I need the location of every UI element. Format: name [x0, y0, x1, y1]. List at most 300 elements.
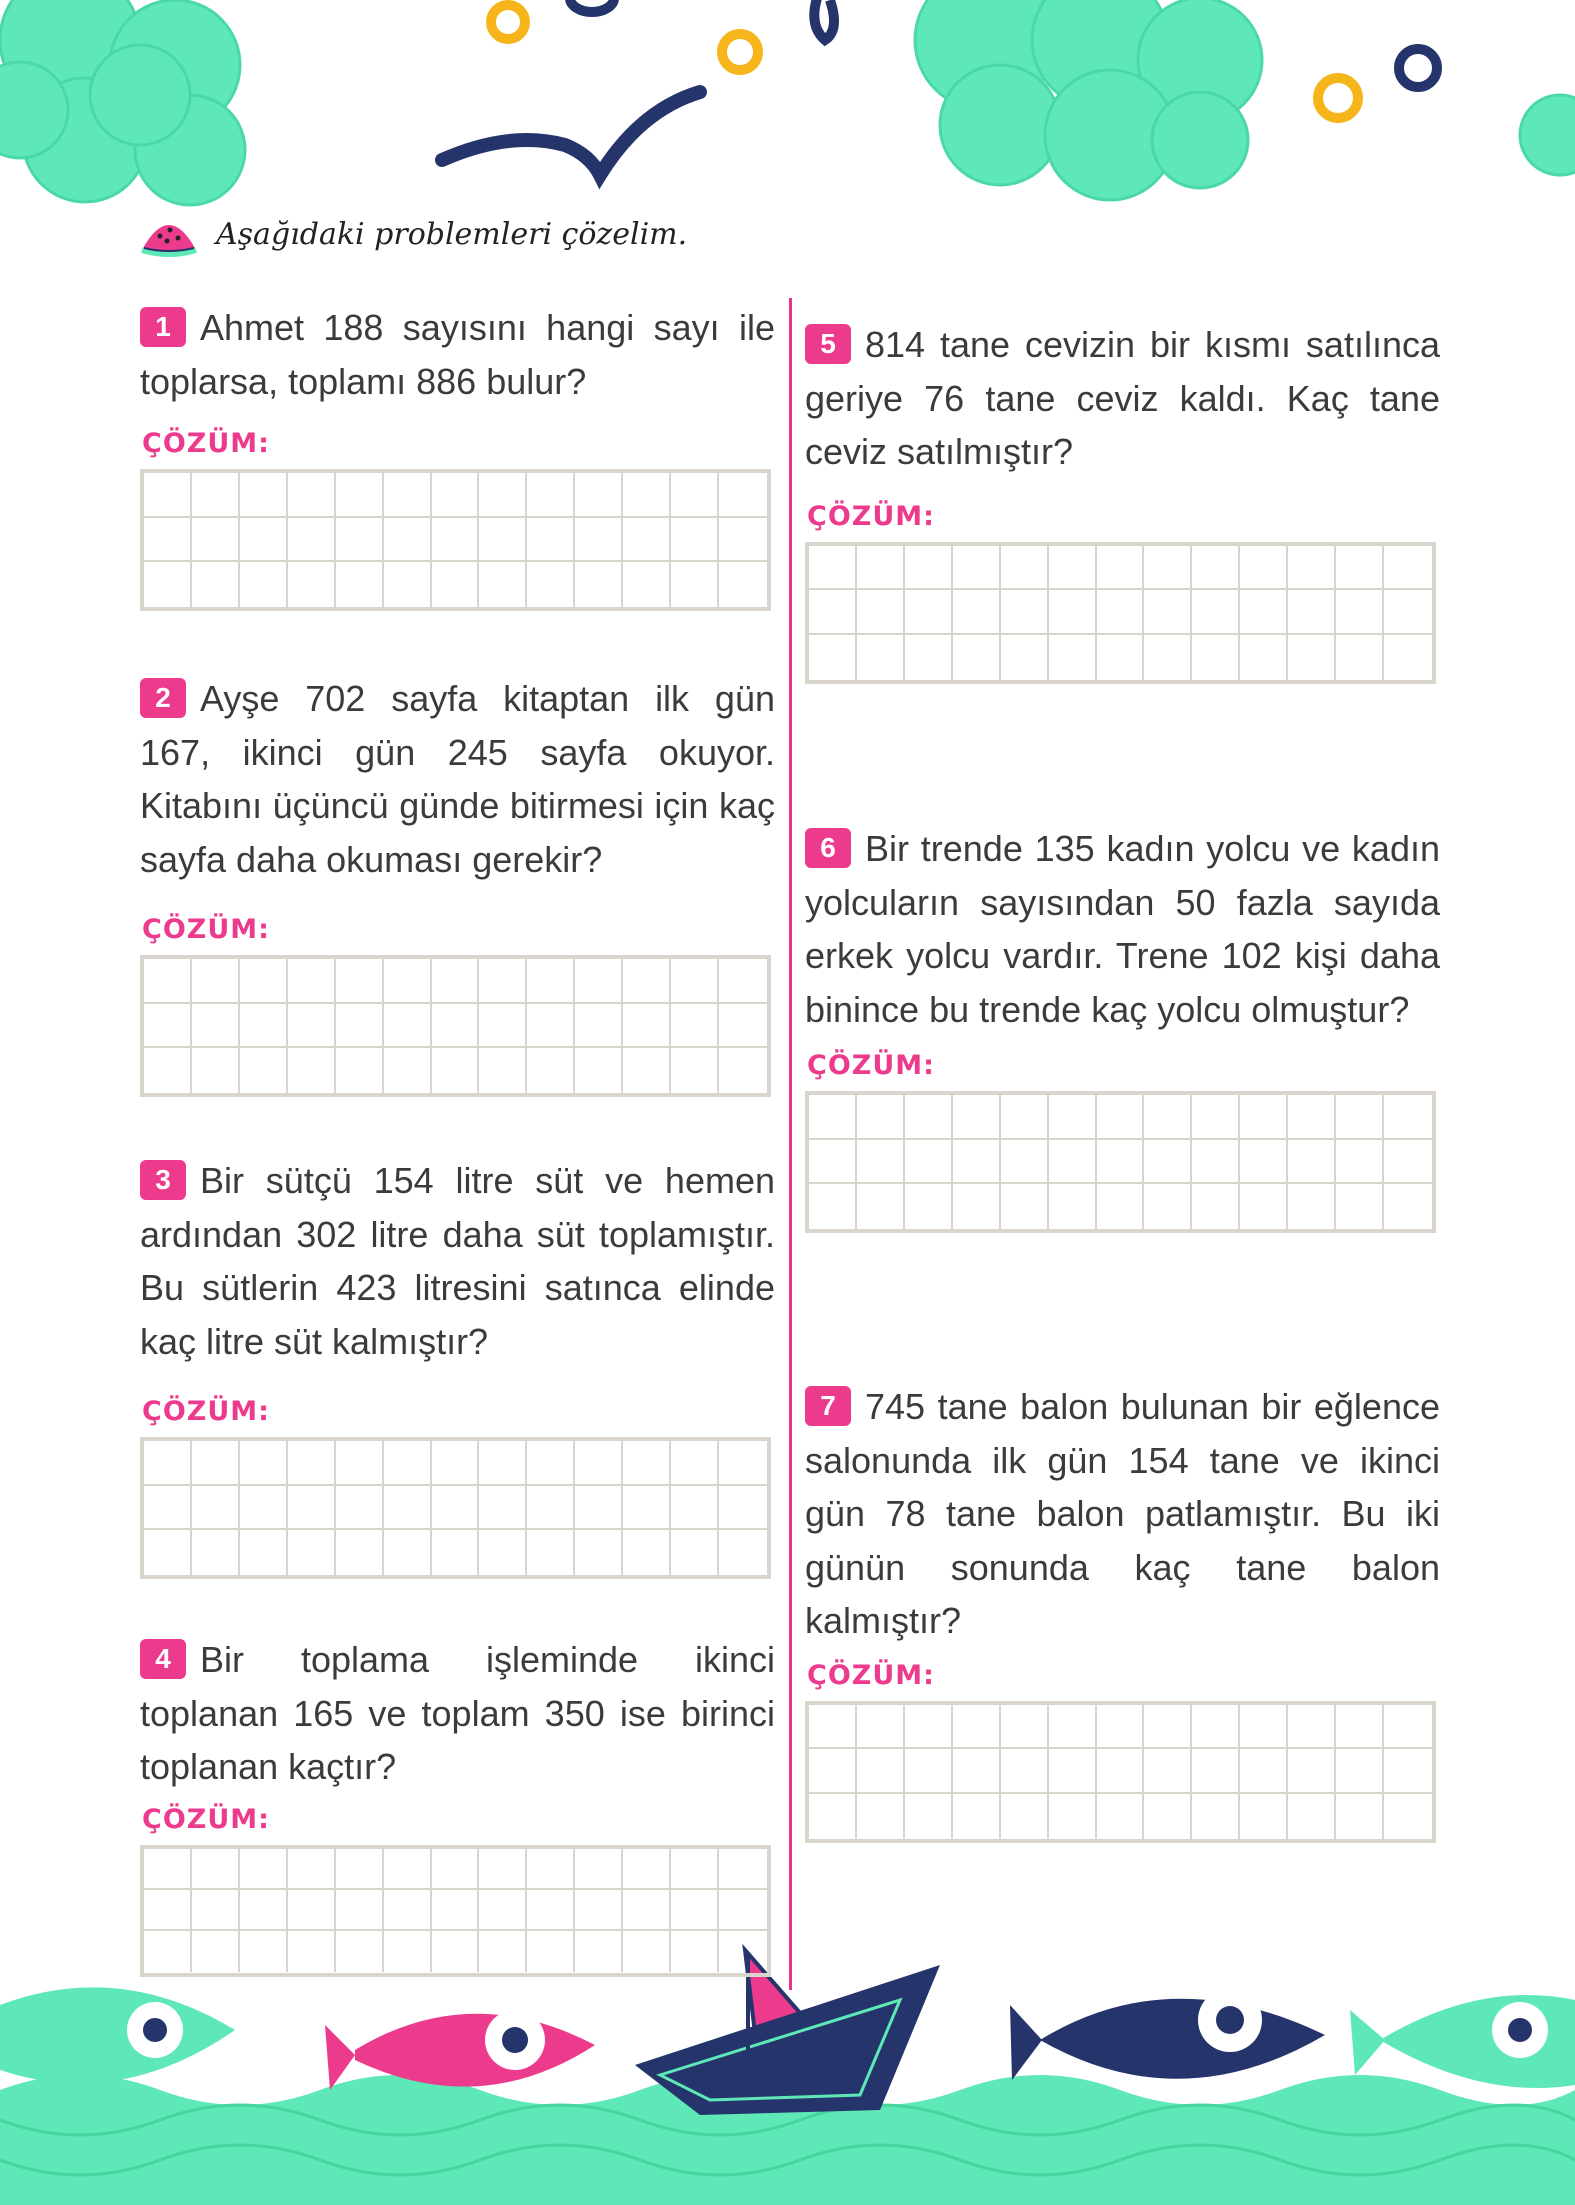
grid-cell[interactable] [905, 1749, 953, 1794]
grid-cell[interactable] [1097, 635, 1145, 680]
grid-cell[interactable] [1097, 1184, 1145, 1229]
grid-cell[interactable] [479, 1530, 527, 1575]
grid-cell[interactable] [144, 1048, 192, 1093]
problem-text [805, 318, 1440, 479]
grid-cell[interactable] [527, 518, 575, 563]
grid-cell[interactable] [1049, 635, 1097, 680]
grid-cell[interactable] [240, 1441, 288, 1486]
problem-number-badge: 6 [805, 828, 851, 868]
grid-cell[interactable] [144, 1486, 192, 1531]
grid-cell[interactable] [432, 1486, 480, 1531]
grid-cell[interactable] [384, 1048, 432, 1093]
grid-cell[interactable] [240, 473, 288, 518]
grid-cell[interactable] [671, 1890, 719, 1931]
grid-cell[interactable] [240, 1486, 288, 1531]
grid-cell[interactable] [1144, 546, 1192, 591]
grid-cell[interactable] [192, 1931, 240, 1972]
grid-cell[interactable] [1097, 590, 1145, 635]
grid-cell[interactable] [1144, 590, 1192, 635]
grid-cell[interactable] [809, 1140, 857, 1185]
problem-statement: Bir sütçü 154 litre süt ve hemen ardından 302 litre daha süt toplamıştır. Bu sütlerin 423 litresini satınca elinde kaç litre süt kalmıştır? [140, 1160, 775, 1362]
grid-cell[interactable] [671, 473, 719, 518]
grid-cell[interactable] [671, 1530, 719, 1575]
grid-cell[interactable] [384, 473, 432, 518]
grid-cell[interactable] [1144, 1794, 1192, 1839]
grid-cell[interactable] [527, 1441, 575, 1486]
problem-statement: 814 tane cevizin bir kısmı satılınca geriye 76 tane ceviz kaldı. Kaç tane ceviz satılmıştır? [805, 324, 1440, 472]
grid-cell[interactable] [144, 562, 192, 607]
grid-cell[interactable] [671, 1441, 719, 1486]
grid-cell[interactable] [671, 1931, 719, 1972]
grid-cell[interactable] [719, 1048, 767, 1093]
grid-cell[interactable] [719, 1931, 767, 1972]
grid-cell[interactable] [905, 546, 953, 591]
grid-cell[interactable] [144, 1890, 192, 1931]
grid-cell[interactable] [1192, 1184, 1240, 1229]
grid-cell[interactable] [192, 473, 240, 518]
grid-cell[interactable] [288, 518, 336, 563]
grid-cell[interactable] [384, 518, 432, 563]
problem-text [140, 1154, 775, 1368]
grid-cell[interactable] [144, 1530, 192, 1575]
grid-cell[interactable] [1001, 590, 1049, 635]
grid-cell[interactable] [719, 518, 767, 563]
grid-cell[interactable] [1336, 1794, 1384, 1839]
grid-cell[interactable] [575, 1048, 623, 1093]
grid-cell[interactable] [144, 959, 192, 1004]
problem-1 [140, 301, 775, 611]
grid-cell[interactable] [432, 1849, 480, 1890]
grid-cell[interactable] [1240, 1705, 1288, 1750]
grid-cell[interactable] [905, 1794, 953, 1839]
grid-cell[interactable] [809, 1184, 857, 1229]
grid-cell[interactable] [336, 562, 384, 607]
grid-cell[interactable] [432, 473, 480, 518]
grid-cell[interactable] [384, 1441, 432, 1486]
grid-cell[interactable] [1288, 1184, 1336, 1229]
grid-cell[interactable] [1240, 1095, 1288, 1140]
grid-cell[interactable] [953, 1705, 1001, 1750]
grid-cell[interactable] [905, 590, 953, 635]
grid-cell[interactable] [719, 562, 767, 607]
solution-grid[interactable] [140, 1437, 771, 1579]
grid-cell[interactable] [575, 473, 623, 518]
grid-cell[interactable] [1001, 1705, 1049, 1750]
grid-cell[interactable] [192, 1486, 240, 1531]
grid-cell[interactable] [336, 518, 384, 563]
grid-cell[interactable] [1288, 1140, 1336, 1185]
grid-cell[interactable] [671, 1849, 719, 1890]
grid-cell[interactable] [623, 1931, 671, 1972]
grid-cell[interactable] [479, 562, 527, 607]
grid-cell[interactable] [527, 1048, 575, 1093]
grid-cell[interactable] [144, 1931, 192, 1972]
grid-cell[interactable] [905, 1184, 953, 1229]
grid-cell[interactable] [1288, 546, 1336, 591]
grid-cell[interactable] [671, 1004, 719, 1049]
grid-cell[interactable] [623, 959, 671, 1004]
grid-cell[interactable] [1192, 635, 1240, 680]
problem-number-badge: 5 [805, 324, 851, 364]
grid-cell[interactable] [1144, 1749, 1192, 1794]
grid-cell[interactable] [384, 1849, 432, 1890]
ring-doodles [491, 0, 1437, 118]
grid-cell[interactable] [479, 1849, 527, 1890]
grid-cell[interactable] [1097, 546, 1145, 591]
grid-cell[interactable] [575, 959, 623, 1004]
grid-cell[interactable] [719, 1849, 767, 1890]
grid-cell[interactable] [953, 1140, 1001, 1185]
grid-cell[interactable] [953, 1095, 1001, 1140]
grid-cell[interactable] [1336, 1140, 1384, 1185]
grid-cell[interactable] [719, 473, 767, 518]
grid-cell[interactable] [719, 1486, 767, 1531]
grid-cell[interactable] [1049, 1794, 1097, 1839]
grid-cell[interactable] [1049, 590, 1097, 635]
grid-cell[interactable] [1384, 635, 1432, 680]
grid-cell[interactable] [1336, 1095, 1384, 1140]
grid-cell[interactable] [575, 562, 623, 607]
grid-cell[interactable] [527, 1486, 575, 1531]
grid-cell[interactable] [953, 1749, 1001, 1794]
grid-cell[interactable] [336, 1890, 384, 1931]
grid-cell[interactable] [623, 1441, 671, 1486]
grid-cell[interactable] [479, 473, 527, 518]
grid-cell[interactable] [953, 1794, 1001, 1839]
solution-grid[interactable] [140, 469, 771, 611]
grid-cell[interactable] [1001, 546, 1049, 591]
grid-cell[interactable] [1384, 1705, 1432, 1750]
grid-cell[interactable] [432, 959, 480, 1004]
grid-cell[interactable] [1144, 1095, 1192, 1140]
grid-cell[interactable] [144, 1849, 192, 1890]
grid-cell[interactable] [527, 1849, 575, 1890]
grid-cell[interactable] [1192, 1794, 1240, 1839]
grid-cell[interactable] [1049, 1184, 1097, 1229]
grid-cell[interactable] [575, 1931, 623, 1972]
grid-cell[interactable] [575, 1849, 623, 1890]
grid-cell[interactable] [240, 1004, 288, 1049]
problem-text [140, 301, 775, 408]
grid-cell[interactable] [905, 1705, 953, 1750]
grid-cell[interactable] [288, 959, 336, 1004]
grid-cell[interactable] [809, 1749, 857, 1794]
problem-number-badge: 2 [140, 678, 186, 718]
solution-grid[interactable] [805, 542, 1436, 684]
grid-cell[interactable] [336, 959, 384, 1004]
grid-cell[interactable] [1384, 1184, 1432, 1229]
grid-cell[interactable] [1192, 1095, 1240, 1140]
grid-cell[interactable] [953, 590, 1001, 635]
grid-cell[interactable] [1288, 635, 1336, 680]
grid-cell[interactable] [623, 1048, 671, 1093]
grid-cell[interactable] [857, 1794, 905, 1839]
grid-cell[interactable] [479, 1486, 527, 1531]
grid-cell[interactable] [527, 1931, 575, 1972]
grid-cell[interactable] [144, 1441, 192, 1486]
grid-cell[interactable] [671, 959, 719, 1004]
grid-cell[interactable] [240, 518, 288, 563]
grid-cell[interactable] [1192, 1705, 1240, 1750]
solution-label: ÇÖZÜM: [142, 428, 270, 459]
grid-cell[interactable] [623, 1530, 671, 1575]
problem-6 [805, 822, 1440, 1233]
grid-cell[interactable] [575, 1890, 623, 1931]
grid-cell[interactable] [384, 1004, 432, 1049]
grid-cell[interactable] [432, 1441, 480, 1486]
grid-cell[interactable] [1097, 1705, 1145, 1750]
grid-cell[interactable] [479, 959, 527, 1004]
grid-cell[interactable] [1049, 1705, 1097, 1750]
problem-4 [140, 1633, 775, 1977]
grid-cell[interactable] [809, 1095, 857, 1140]
grid-cell[interactable] [1240, 1140, 1288, 1185]
grid-cell[interactable] [1384, 1140, 1432, 1185]
grid-cell[interactable] [809, 546, 857, 591]
grid-cell[interactable] [719, 1441, 767, 1486]
grid-cell[interactable] [1288, 590, 1336, 635]
grid-cell[interactable] [479, 1890, 527, 1931]
grid-cell[interactable] [905, 1140, 953, 1185]
grid-cell[interactable] [857, 1749, 905, 1794]
grid-cell[interactable] [1288, 1705, 1336, 1750]
grid-cell[interactable] [1288, 1749, 1336, 1794]
grid-cell[interactable] [1240, 635, 1288, 680]
grid-cell[interactable] [1336, 1705, 1384, 1750]
grid-cell[interactable] [192, 1048, 240, 1093]
grid-cell[interactable] [527, 473, 575, 518]
grid-cell[interactable] [1001, 1749, 1049, 1794]
solution-grid[interactable] [805, 1091, 1436, 1233]
grid-cell[interactable] [1288, 1095, 1336, 1140]
grid-cell[interactable] [288, 1530, 336, 1575]
grid-cell[interactable] [671, 518, 719, 563]
grid-cell[interactable] [623, 1004, 671, 1049]
grid-cell[interactable] [336, 1849, 384, 1890]
grid-cell[interactable] [857, 590, 905, 635]
grid-cell[interactable] [809, 1705, 857, 1750]
grid-cell[interactable] [384, 1890, 432, 1931]
grid-cell[interactable] [384, 1931, 432, 1972]
grid-cell[interactable] [1192, 546, 1240, 591]
problem-statement: Bir trende 135 kadın yolcu ve kadın yolcuların sayısından 50 fazla sayıda erkek yolcu vardır. Trene 102 kişi daha binince bu trende kaç yolcu olmuştur? [805, 828, 1440, 1030]
grid-cell[interactable] [288, 1048, 336, 1093]
wave-doodles [0, 2075, 1575, 2205]
grid-cell[interactable] [857, 1705, 905, 1750]
grid-cell[interactable] [288, 1486, 336, 1531]
grid-cell[interactable] [575, 1441, 623, 1486]
grid-cell[interactable] [432, 562, 480, 607]
problem-statement: 745 tane balon bulunan bir eğlence salonunda ilk gün 154 tane ve ikinci gün 78 tane balon patlamıştır. Bu iki günün sonunda kaç tane balon kalmıştır? [805, 1386, 1440, 1641]
grid-cell[interactable] [1384, 1095, 1432, 1140]
grid-cell[interactable] [857, 1184, 905, 1229]
grid-cell[interactable] [1240, 1184, 1288, 1229]
grid-cell[interactable] [432, 1530, 480, 1575]
grid-cell[interactable] [527, 562, 575, 607]
problem-3 [140, 1154, 775, 1579]
grid-cell[interactable] [1384, 1749, 1432, 1794]
grid-cell[interactable] [192, 518, 240, 563]
grid-cell[interactable] [1001, 1184, 1049, 1229]
grid-cell[interactable] [432, 1004, 480, 1049]
grid-cell[interactable] [527, 1890, 575, 1931]
grid-cell[interactable] [192, 1530, 240, 1575]
grid-cell[interactable] [1384, 546, 1432, 591]
grid-cell[interactable] [1240, 590, 1288, 635]
solution-grid[interactable] [140, 955, 771, 1097]
grid-cell[interactable] [288, 562, 336, 607]
grid-cell[interactable] [671, 562, 719, 607]
grid-cell[interactable] [623, 562, 671, 607]
grid-cell[interactable] [1336, 590, 1384, 635]
grid-cell[interactable] [384, 1530, 432, 1575]
grid-cell[interactable] [1049, 1749, 1097, 1794]
solution-label: ÇÖZÜM: [807, 1050, 935, 1081]
grid-cell[interactable] [1097, 1749, 1145, 1794]
grid-cell[interactable] [336, 1004, 384, 1049]
grid-cell[interactable] [240, 959, 288, 1004]
grid-cell[interactable] [336, 1530, 384, 1575]
grid-cell[interactable] [432, 518, 480, 563]
grid-cell[interactable] [1049, 1140, 1097, 1185]
grid-cell[interactable] [1097, 1095, 1145, 1140]
grid-cell[interactable] [479, 1931, 527, 1972]
grid-cell[interactable] [144, 1004, 192, 1049]
grid-cell[interactable] [432, 1048, 480, 1093]
grid-cell[interactable] [1144, 1705, 1192, 1750]
grid-cell[interactable] [527, 959, 575, 1004]
grid-cell[interactable] [809, 1794, 857, 1839]
grid-cell[interactable] [1001, 1140, 1049, 1185]
grid-cell[interactable] [719, 1004, 767, 1049]
grid-cell[interactable] [1336, 635, 1384, 680]
grid-cell[interactable] [953, 635, 1001, 680]
grid-cell[interactable] [1240, 546, 1288, 591]
grid-cell[interactable] [575, 518, 623, 563]
grid-cell[interactable] [479, 1004, 527, 1049]
grid-cell[interactable] [719, 959, 767, 1004]
grid-cell[interactable] [623, 518, 671, 563]
grid-cell[interactable] [1240, 1749, 1288, 1794]
grid-cell[interactable] [1097, 1140, 1145, 1185]
grid-cell[interactable] [905, 1095, 953, 1140]
grid-cell[interactable] [288, 473, 336, 518]
grid-cell[interactable] [1144, 1184, 1192, 1229]
grid-cell[interactable] [240, 1890, 288, 1931]
grid-cell[interactable] [1001, 635, 1049, 680]
grid-cell[interactable] [527, 1004, 575, 1049]
grid-cell[interactable] [384, 959, 432, 1004]
grid-cell[interactable] [1192, 1749, 1240, 1794]
grid-cell[interactable] [1144, 635, 1192, 680]
grid-cell[interactable] [1384, 1794, 1432, 1839]
grid-cell[interactable] [1192, 590, 1240, 635]
grid-cell[interactable] [857, 1095, 905, 1140]
solution-grid[interactable] [805, 1701, 1436, 1843]
grid-cell[interactable] [857, 1140, 905, 1185]
grid-cell[interactable] [719, 1530, 767, 1575]
grid-cell[interactable] [623, 473, 671, 518]
grid-cell[interactable] [288, 1849, 336, 1890]
grid-cell[interactable] [953, 1184, 1001, 1229]
grid-cell[interactable] [192, 1849, 240, 1890]
grid-cell[interactable] [288, 1931, 336, 1972]
grid-cell[interactable] [288, 1441, 336, 1486]
grid-cell[interactable] [575, 1530, 623, 1575]
grid-cell[interactable] [953, 546, 1001, 591]
grid-cell[interactable] [240, 1931, 288, 1972]
grid-cell[interactable] [809, 635, 857, 680]
grid-cell[interactable] [575, 1486, 623, 1531]
grid-cell[interactable] [336, 1441, 384, 1486]
grid-cell[interactable] [240, 562, 288, 607]
grid-cell[interactable] [192, 1441, 240, 1486]
grid-cell[interactable] [1336, 1749, 1384, 1794]
column-divider [789, 298, 792, 1990]
grid-cell[interactable] [575, 1004, 623, 1049]
grid-cell[interactable] [144, 473, 192, 518]
grid-cell[interactable] [192, 1890, 240, 1931]
grid-cell[interactable] [1049, 546, 1097, 591]
grid-cell[interactable] [671, 1486, 719, 1531]
grid-cell[interactable] [905, 635, 953, 680]
grid-cell[interactable] [809, 590, 857, 635]
grid-cell[interactable] [1001, 1794, 1049, 1839]
grid-cell[interactable] [527, 1530, 575, 1575]
grid-cell[interactable] [479, 518, 527, 563]
grid-cell[interactable] [1288, 1794, 1336, 1839]
grid-cell[interactable] [288, 1890, 336, 1931]
grid-cell[interactable] [336, 1486, 384, 1531]
grid-cell[interactable] [240, 1048, 288, 1093]
grid-cell[interactable] [623, 1890, 671, 1931]
grid-cell[interactable] [623, 1849, 671, 1890]
grid-cell[interactable] [1240, 1794, 1288, 1839]
grid-cell[interactable] [1384, 590, 1432, 635]
problem-text [805, 1380, 1440, 1648]
grid-cell[interactable] [1144, 1140, 1192, 1185]
grid-cell[interactable] [192, 1004, 240, 1049]
grid-cell[interactable] [432, 1931, 480, 1972]
grid-cell[interactable] [1001, 1095, 1049, 1140]
grid-cell[interactable] [240, 1530, 288, 1575]
grid-cell[interactable] [479, 1048, 527, 1093]
grid-cell[interactable] [857, 546, 905, 591]
grid-cell[interactable] [288, 1004, 336, 1049]
grid-cell[interactable] [671, 1048, 719, 1093]
grid-cell[interactable] [336, 473, 384, 518]
grid-cell[interactable] [623, 1486, 671, 1531]
solution-grid[interactable] [140, 1845, 771, 1977]
grid-cell[interactable] [192, 959, 240, 1004]
grid-cell[interactable] [384, 1486, 432, 1531]
grid-cell[interactable] [336, 1048, 384, 1093]
grid-cell[interactable] [1097, 1794, 1145, 1839]
grid-cell[interactable] [384, 562, 432, 607]
grid-cell[interactable] [144, 518, 192, 563]
grid-cell[interactable] [432, 1890, 480, 1931]
grid-cell[interactable] [857, 635, 905, 680]
grid-cell[interactable] [240, 1849, 288, 1890]
grid-cell[interactable] [336, 1931, 384, 1972]
grid-cell[interactable] [479, 1441, 527, 1486]
grid-cell[interactable] [719, 1890, 767, 1931]
grid-cell[interactable] [1049, 1095, 1097, 1140]
grid-cell[interactable] [192, 562, 240, 607]
grid-cell[interactable] [1336, 1184, 1384, 1229]
grid-cell[interactable] [1336, 546, 1384, 591]
grid-cell[interactable] [1192, 1140, 1240, 1185]
